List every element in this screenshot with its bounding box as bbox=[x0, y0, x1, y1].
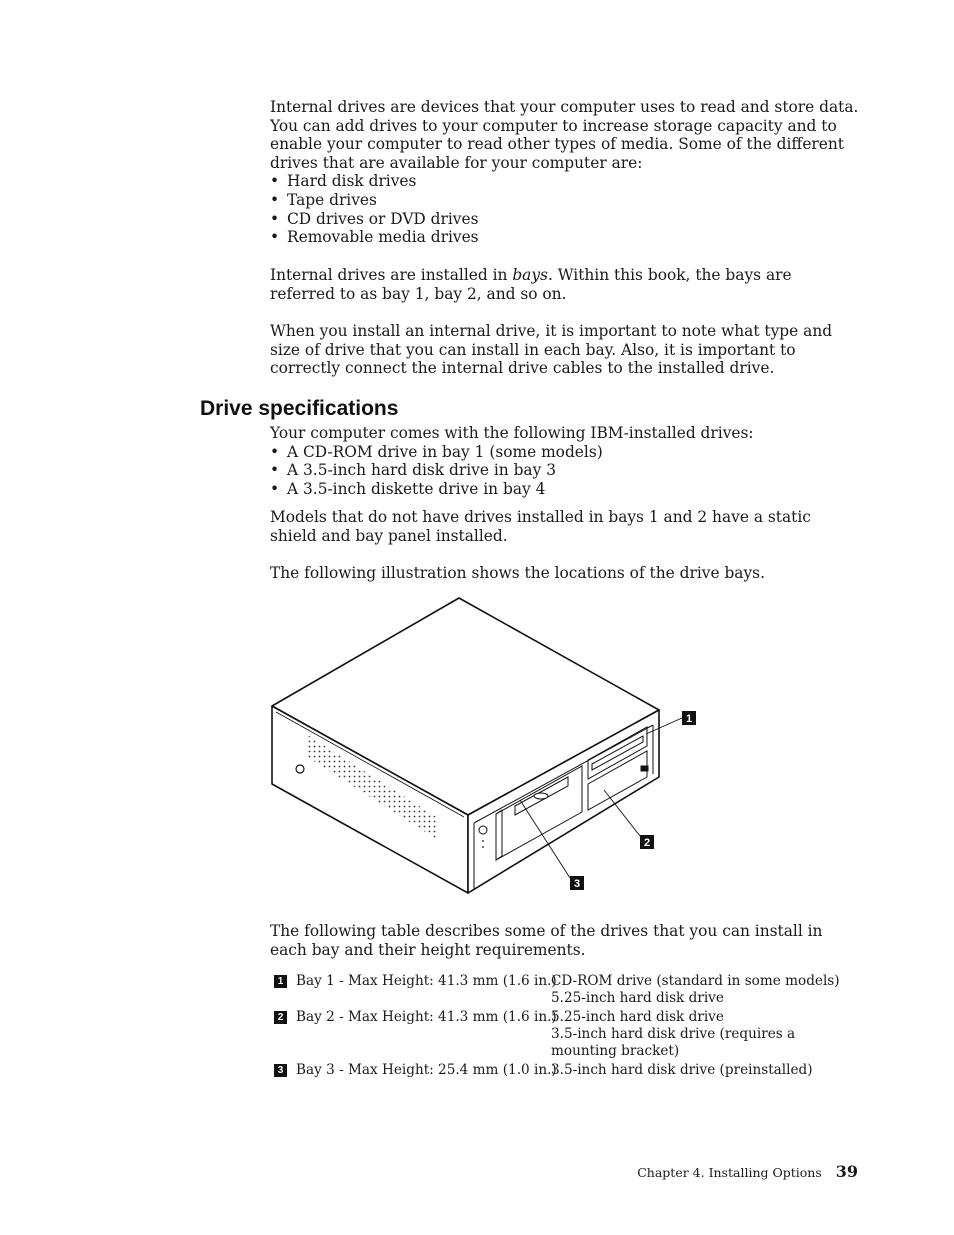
drive-bays-illustration bbox=[262, 594, 702, 899]
page-number: 39 bbox=[835, 1162, 858, 1181]
specs-lead: Your computer comes with the following IBM-installed drives: bbox=[270, 424, 754, 442]
drive-item: 3.5-inch hard disk drive (requires a mounting bracket) bbox=[551, 1026, 796, 1059]
callout-1 bbox=[682, 711, 696, 725]
list-item: • A 3.5-inch hard disk drive in bay 3 bbox=[270, 461, 860, 480]
bay-drives bbox=[551, 1009, 851, 1060]
install-note-paragraph: When you install an internal drive, it is important to note what type and size of drive that you can install in each bay. Also, it is important to correctly connect the internal drive cables to the installed drive. bbox=[270, 322, 833, 378]
drive-types-list bbox=[270, 172, 860, 246]
bay-number-badge: 2 bbox=[274, 1011, 287, 1024]
bay-label: Bay 2 - Max Height: 41.3 mm (1.6 in.) bbox=[296, 1009, 557, 1025]
drive-item: 5.25-inch hard disk drive bbox=[551, 1009, 724, 1025]
table-row bbox=[274, 1062, 864, 1080]
specs-section bbox=[270, 424, 860, 498]
list-item: • Removable media drives bbox=[270, 228, 860, 247]
bays-text-after: . Within this book, the bays are referred to as bay 1, bay 2, and so on. bbox=[270, 266, 792, 303]
illustration-intro: The following illustration shows the locations of the drive bays. bbox=[270, 564, 765, 582]
page-footer bbox=[600, 1162, 858, 1181]
bay-label: Bay 3 - Max Height: 25.4 mm (1.0 in.) bbox=[296, 1062, 557, 1078]
chapter-title: Chapter 4. Installing Options bbox=[637, 1165, 822, 1180]
callout-3 bbox=[570, 876, 584, 890]
bay-drives bbox=[551, 1062, 851, 1079]
bay-drives bbox=[551, 973, 851, 1007]
table-intro-paragraph: The following table describes some of the drives that you can install in each bay and their height requirements. bbox=[270, 922, 823, 959]
callout-1-label: 1 bbox=[685, 713, 693, 725]
drive-item: 3.5-inch hard disk drive (preinstalled) bbox=[551, 1062, 813, 1078]
bay-label: Bay 1 - Max Height: 41.3 mm (1.6 in.) bbox=[296, 973, 557, 989]
section-heading: Drive specifications bbox=[200, 397, 399, 420]
callout-2-label: 2 bbox=[643, 837, 651, 849]
list-item: • A CD-ROM drive in bay 1 (some models) bbox=[270, 443, 860, 462]
shield-note-paragraph: Models that do not have drives installed in bays 1 and 2 have a static shield and bay panel installed. bbox=[270, 508, 811, 545]
computer-chassis bbox=[272, 598, 659, 893]
bays-paragraph bbox=[270, 266, 860, 303]
bay-number-badge: 1 bbox=[274, 975, 287, 988]
list-item: • CD drives or DVD drives bbox=[270, 210, 860, 229]
list-item: • A 3.5-inch diskette drive in bay 4 bbox=[270, 480, 860, 499]
list-item: • Tape drives bbox=[270, 191, 860, 210]
intro-paragraph: Internal drives are devices that your computer uses to read and store data. You can add drives to your computer to increase storage capacity and to enable your computer to read other types of media. Some of the different drives that are available for your computer are: bbox=[270, 98, 859, 172]
callout-2 bbox=[640, 835, 654, 849]
intro-section bbox=[270, 98, 860, 247]
list-item: • Hard disk drives bbox=[270, 172, 860, 191]
drive-item: CD-ROM drive (standard in some models) bbox=[551, 973, 840, 989]
callout-3-label: 3 bbox=[573, 878, 581, 890]
table-row bbox=[274, 1009, 864, 1062]
drive-item: 5.25-inch hard disk drive bbox=[551, 990, 724, 1006]
installed-drives-list bbox=[270, 443, 860, 499]
bay-number-badge: 3 bbox=[274, 1064, 287, 1077]
side-screw bbox=[296, 765, 304, 773]
bays-term: bays bbox=[512, 266, 548, 284]
bays-text-before: Internal drives are installed in bbox=[270, 266, 513, 284]
table-row bbox=[274, 973, 864, 1009]
